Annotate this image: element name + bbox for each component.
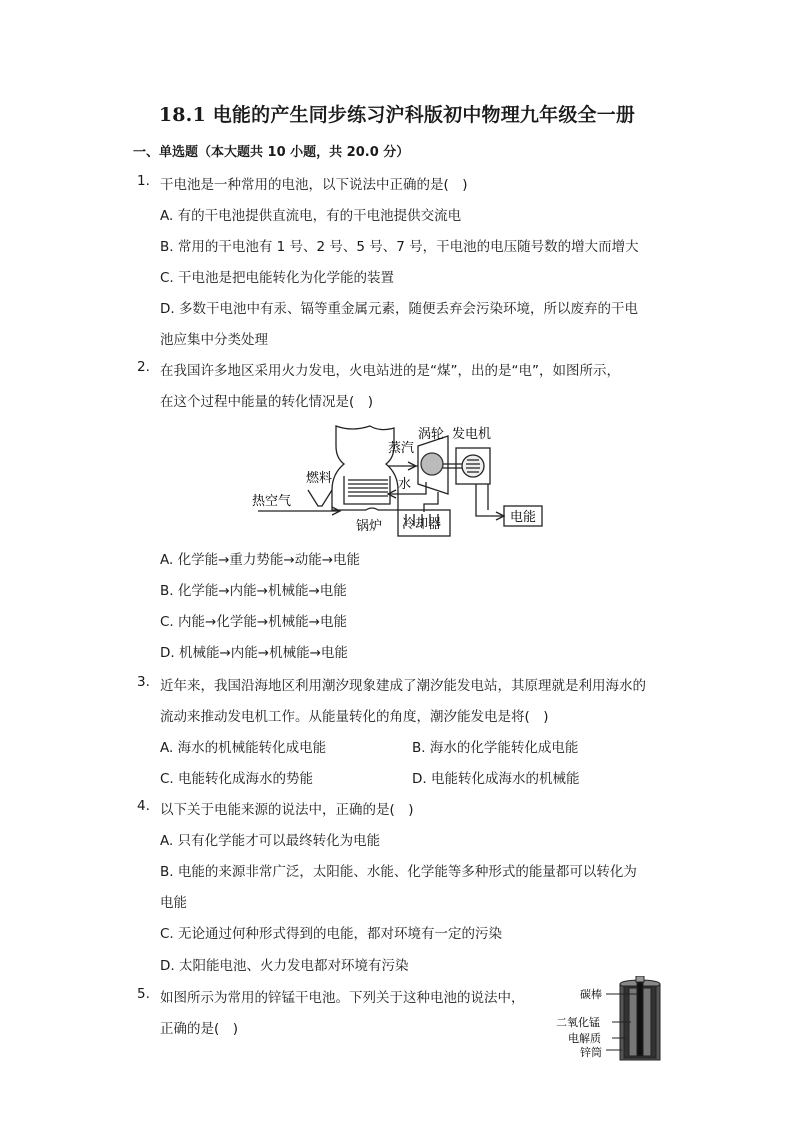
option-c: C. 内能→化学能→机械能→电能	[160, 614, 347, 630]
option-d: D. 机械能→内能→机械能→电能	[160, 645, 348, 661]
label-carbon-rod: 碳棒	[580, 988, 602, 1001]
label-zinc-can: 锌筒	[580, 1046, 602, 1059]
carbon-rod	[637, 980, 643, 1056]
question-stem-line-2: 流动来推动发电机工作。从能量转化的角度，潮汐能发电是将( )	[160, 709, 549, 725]
option-a: A. 只有化学能才可以最终转化为电能	[160, 833, 381, 849]
option-d: D. 多数干电池中有汞、镉等重金属元素，随便丢弃会污染环境，所以废弃的干电	[160, 301, 638, 317]
label-hot-air: 热空气	[252, 494, 292, 509]
option-b: B. 海水的化学能转化成电能	[412, 740, 579, 756]
question-number: 1.	[137, 173, 150, 189]
label-steam: 蒸汽	[388, 441, 415, 456]
option-d-continued: 池应集中分类处理	[160, 332, 268, 348]
option-d: D. 电能转化成海水的机械能	[412, 771, 580, 787]
option-a: A. 有的干电池提供直流电，有的干电池提供交流电	[160, 208, 462, 224]
boiler-outline	[332, 426, 398, 510]
question-stem-line-2: 正确的是( )	[160, 1021, 239, 1037]
question-number: 4.	[137, 798, 150, 814]
option-c: C. 电能转化成海水的势能	[160, 771, 314, 787]
question-stem: 以下关于电能来源的说法中，正确的是( )	[160, 802, 414, 818]
question-number: 3.	[137, 674, 150, 690]
label-water: 水	[398, 477, 412, 492]
option-b-continued: 电能	[160, 895, 187, 911]
question-stem-line-2: 在这个过程中能量的转化情况是( )	[160, 394, 374, 410]
label-turbine: 涡轮	[418, 427, 445, 442]
option-b: B. 电能的来源非常广泛，太阳能、水能、化学能等多种形式的能量都可以转化为	[160, 864, 637, 880]
label-cooler: 冷却器	[402, 517, 442, 532]
label-boiler: 锅炉	[356, 519, 383, 534]
label-mno2: 二氧化锰	[556, 1016, 600, 1029]
generator-rotor	[462, 455, 484, 477]
label-generator: 发电机	[452, 427, 492, 442]
question-stem: 如图所示为常用的锌锰干电池。下列关于这种电池的说法中，	[160, 990, 525, 1006]
output-wire	[476, 484, 502, 516]
option-b: B. 常用的干电池有 1 号、2 号、5 号、7 号，干电池的电压随号数的增大而增大	[160, 239, 639, 255]
option-d: D. 太阳能电池、火力发电都对环境有污染	[160, 958, 409, 974]
fuel-funnel	[308, 490, 332, 506]
power-plant-diagram	[248, 416, 558, 542]
label-fuel: 燃料	[306, 471, 333, 486]
option-b: B. 化学能→内能→机械能→电能	[160, 583, 347, 599]
question-stem: 干电池是一种常用的电池，以下说法中正确的是( )	[160, 177, 468, 193]
label-electricity: 电能	[510, 510, 537, 525]
question-stem: 在我国许多地区采用火力发电，火电站进的是“煤”，出的是“电”，如图所示，	[160, 363, 620, 379]
question-number: 2.	[137, 359, 150, 375]
section-heading: 一、单选题（本大题共 10 小题，共 20.0 分）	[133, 145, 410, 160]
option-c: C. 无论通过何种形式得到的电能，都对环境有一定的污染	[160, 926, 503, 942]
page-title: 18.1 电能的产生同步练习沪科版初中物理九年级全一册	[158, 104, 636, 126]
option-a: A. 化学能→重力势能→动能→电能	[160, 552, 361, 568]
turbine-wheel	[421, 453, 443, 475]
zinc-manganese-battery-diagram	[556, 976, 666, 1066]
option-c: C. 干电池是把电能转化为化学能的装置	[160, 270, 395, 286]
label-electrolyte: 电解质	[568, 1032, 601, 1045]
question-number: 5.	[137, 986, 150, 1002]
heating-coil	[348, 480, 388, 496]
option-a: A. 海水的机械能转化成电能	[160, 740, 327, 756]
question-stem: 近年来，我国沿海地区利用潮汐现象建成了潮汐能发电站，其原理就是利用海水的	[160, 678, 646, 694]
shaft	[443, 464, 464, 468]
